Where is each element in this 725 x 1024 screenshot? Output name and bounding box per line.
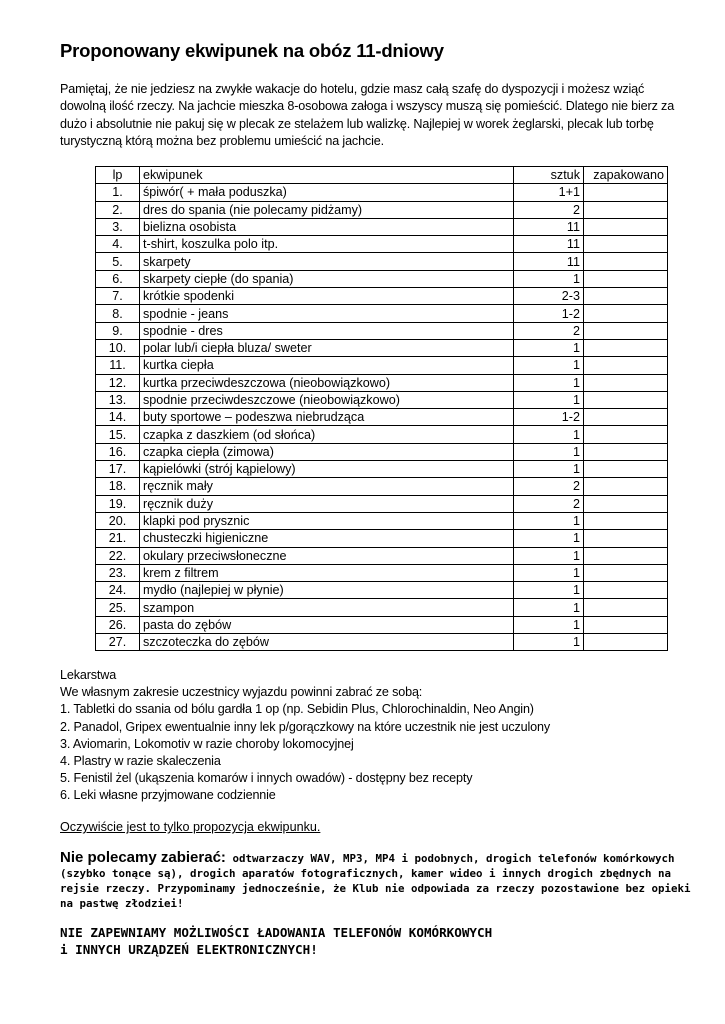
table-row	[96, 530, 668, 547]
charging-notice-line-1: NIE ZAPEWNIAMY MOŻLIWOŚCI ŁADOWANIA TELEFONÓW KOMÓRKOWYCH	[60, 925, 493, 940]
cell-lp: 19.	[96, 495, 140, 512]
cell-packed	[584, 564, 668, 581]
cell-equipment: kurtka ciepła	[140, 357, 514, 374]
header-packed: zapakowano	[584, 167, 668, 184]
cell-quantity: 1	[514, 339, 584, 356]
cell-equipment: chusteczki higieniczne	[140, 530, 514, 547]
cell-quantity: 2	[514, 201, 584, 218]
cell-packed	[584, 339, 668, 356]
cell-packed	[584, 201, 668, 218]
table-row	[96, 495, 668, 512]
medicine-item: 3. Aviomarin, Lokomotiv w razie choroby lokomocyjnej	[60, 736, 354, 751]
cell-lp: 16.	[96, 443, 140, 460]
cell-packed	[584, 322, 668, 339]
cell-packed	[584, 461, 668, 478]
medicine-item: 6. Leki własne przyjmowane codziennie	[60, 788, 276, 803]
cell-lp: 11.	[96, 357, 140, 374]
cell-packed	[584, 495, 668, 512]
table-row	[96, 409, 668, 426]
cell-lp: 2.	[96, 201, 140, 218]
cell-packed	[584, 634, 668, 651]
cell-packed	[584, 478, 668, 495]
cell-lp: 20.	[96, 512, 140, 529]
cell-packed	[584, 599, 668, 616]
charging-notice-line-2: i INNYCH URZĄDZEŃ ELEKTRONICZNYCH!	[60, 942, 318, 957]
table-row	[96, 564, 668, 581]
cell-lp: 26.	[96, 616, 140, 633]
cell-quantity: 1	[514, 564, 584, 581]
cell-lp: 5.	[96, 253, 140, 270]
cell-equipment: pasta do zębów	[140, 616, 514, 633]
warning-text: odtwarzaczy WAV, MP3, MP4 i podobnych, drogich telefonów komórkowych (szybko tonące są), drogich aparatów fotograficznych, kamer wideo i innych drogich zbędnych na rejsie rzeczy. Przypominamy jednocześnie, że Klub nie odpowiada za rzeczy pozostawione bez opieki na pastwę złodziei!	[60, 852, 691, 910]
equipment-table	[95, 166, 668, 651]
header-equipment: ekwipunek	[140, 167, 514, 184]
cell-lp: 4.	[96, 236, 140, 253]
cell-packed	[584, 391, 668, 408]
table-row	[96, 184, 668, 201]
cell-lp: 21.	[96, 530, 140, 547]
cell-quantity: 1+1	[514, 184, 584, 201]
cell-equipment: kurtka przeciwdeszczowa (nieobowiązkowo)	[140, 374, 514, 391]
table-row	[96, 236, 668, 253]
table-row	[96, 512, 668, 529]
table-row	[96, 322, 668, 339]
proposal-note: Oczywiście jest to tylko propozycja ekwipunku.	[60, 820, 321, 834]
table-row	[96, 357, 668, 374]
cell-lp: 7.	[96, 288, 140, 305]
cell-lp: 23.	[96, 564, 140, 581]
cell-equipment: czapka ciepła (zimowa)	[140, 443, 514, 460]
cell-quantity: 1	[514, 443, 584, 460]
cell-packed	[584, 616, 668, 633]
cell-equipment: mydło (najlepiej w płynie)	[140, 582, 514, 599]
cell-packed	[584, 288, 668, 305]
cell-equipment: ręcznik mały	[140, 478, 514, 495]
cell-lp: 8.	[96, 305, 140, 322]
cell-lp: 6.	[96, 270, 140, 287]
cell-equipment: skarpety	[140, 253, 514, 270]
cell-equipment: klapki pod prysznic	[140, 512, 514, 529]
table-row	[96, 426, 668, 443]
table-row	[96, 270, 668, 287]
cell-quantity: 2	[514, 478, 584, 495]
table-row	[96, 374, 668, 391]
cell-packed	[584, 218, 668, 235]
cell-packed	[584, 184, 668, 201]
table-row	[96, 443, 668, 460]
header-lp: lp	[96, 167, 140, 184]
warning-lead: Nie polecamy zabierać:	[60, 849, 226, 866]
cell-lp: 17.	[96, 461, 140, 478]
table-row	[96, 547, 668, 564]
cell-packed	[584, 426, 668, 443]
cell-lp: 15.	[96, 426, 140, 443]
cell-equipment: dres do spania (nie polecamy pidżamy)	[140, 201, 514, 218]
cell-equipment: t-shirt, koszulka polo itp.	[140, 236, 514, 253]
cell-quantity: 2	[514, 322, 584, 339]
table-row	[96, 391, 668, 408]
cell-packed	[584, 357, 668, 374]
cell-quantity: 1-2	[514, 409, 584, 426]
cell-quantity: 1	[514, 426, 584, 443]
cell-packed	[584, 512, 668, 529]
table-row	[96, 616, 668, 633]
cell-equipment: okulary przeciwsłoneczne	[140, 547, 514, 564]
cell-quantity: 11	[514, 236, 584, 253]
medicine-item: 2. Panadol, Gripex ewentualnie inny lek p/gorączkowy na które uczestnik nie jest uczulony	[60, 719, 550, 734]
table-row	[96, 201, 668, 218]
cell-lp: 24.	[96, 582, 140, 599]
cell-lp: 18.	[96, 478, 140, 495]
cell-lp: 27.	[96, 634, 140, 651]
cell-equipment: kąpielówki (strój kąpielowy)	[140, 461, 514, 478]
cell-equipment: skarpety ciepłe (do spania)	[140, 270, 514, 287]
cell-quantity: 1	[514, 634, 584, 651]
cell-quantity: 1	[514, 547, 584, 564]
medicines-section	[60, 667, 700, 805]
cell-packed	[584, 582, 668, 599]
cell-quantity: 1	[514, 391, 584, 408]
cell-equipment: spodnie - dres	[140, 322, 514, 339]
cell-quantity: 1	[514, 512, 584, 529]
cell-lp: 10.	[96, 339, 140, 356]
cell-lp: 25.	[96, 599, 140, 616]
cell-quantity: 2	[514, 495, 584, 512]
cell-equipment: ręcznik duży	[140, 495, 514, 512]
cell-quantity: 11	[514, 218, 584, 235]
cell-packed	[584, 253, 668, 270]
cell-equipment: śpiwór( + mała poduszka)	[140, 184, 514, 201]
cell-quantity: 1	[514, 582, 584, 599]
header-quantity: sztuk	[514, 167, 584, 184]
medicines-heading: Lekarstwa	[60, 668, 117, 682]
page-title: Proponowany ekwipunek na obóz 11-dniowy	[60, 40, 444, 61]
cell-equipment: czapka z daszkiem (od słońca)	[140, 426, 514, 443]
cell-equipment: polar lub/i ciepła bluza/ sweter	[140, 339, 514, 356]
cell-packed	[584, 236, 668, 253]
cell-quantity: 11	[514, 253, 584, 270]
cell-packed	[584, 547, 668, 564]
cell-packed	[584, 374, 668, 391]
cell-equipment: spodnie - jeans	[140, 305, 514, 322]
cell-lp: 14.	[96, 409, 140, 426]
cell-equipment: buty sportowe – podeszwa niebrudząca	[140, 409, 514, 426]
table-header-row	[96, 167, 668, 184]
cell-quantity: 1	[514, 270, 584, 287]
table-row	[96, 461, 668, 478]
cell-quantity: 1	[514, 374, 584, 391]
cell-quantity: 2-3	[514, 288, 584, 305]
table-row	[96, 305, 668, 322]
table-row	[96, 288, 668, 305]
cell-quantity: 1-2	[514, 305, 584, 322]
cell-equipment: spodnie przeciwdeszczowe (nieobowiązkowo)	[140, 391, 514, 408]
cell-equipment: szampon	[140, 599, 514, 616]
cell-lp: 13.	[96, 391, 140, 408]
cell-equipment: krem z filtrem	[140, 564, 514, 581]
cell-lp: 22.	[96, 547, 140, 564]
cell-quantity: 1	[514, 616, 584, 633]
medicines-intro: We własnym zakresie uczestnicy wyjazdu powinni zabrać ze sobą:	[60, 685, 423, 700]
cell-quantity: 1	[514, 530, 584, 547]
cell-packed	[584, 409, 668, 426]
cell-packed	[584, 305, 668, 322]
medicine-item: 1. Tabletki do ssania od bólu gardła 1 op (np. Sebidin Plus, Chlorochinaldin, Neo Angin)	[60, 702, 534, 717]
cell-quantity: 1	[514, 599, 584, 616]
cell-packed	[584, 443, 668, 460]
charging-notice	[60, 924, 710, 958]
table-row	[96, 478, 668, 495]
table-row	[96, 218, 668, 235]
cell-quantity: 1	[514, 357, 584, 374]
table-row	[96, 582, 668, 599]
warning-paragraph	[60, 850, 710, 911]
cell-packed	[584, 270, 668, 287]
cell-lp: 3.	[96, 218, 140, 235]
table-row	[96, 339, 668, 356]
cell-packed	[584, 530, 668, 547]
cell-lp: 9.	[96, 322, 140, 339]
cell-lp: 1.	[96, 184, 140, 201]
table-row	[96, 634, 668, 651]
medicine-item: 4. Plastry w razie skaleczenia	[60, 754, 221, 769]
table-row	[96, 253, 668, 270]
cell-equipment: bielizna osobista	[140, 218, 514, 235]
medicine-item: 5. Fenistil żel (ukąszenia komarów i innych owadów) - dostępny bez recepty	[60, 771, 473, 786]
intro-paragraph: Pamiętaj, że nie jedziesz na zwykłe wakacje do hotelu, gdzie masz całą szafę do dyspozycji i możesz wziąć dowolną ilość rzeczy. Na jachcie mieszka 8-osobowa załoga i wszyscy muszą się pomieścić. Dlatego nie bierz za dużo i absolutnie nie pakuj się w plecak ze stelażem lub walizkę. Najlepiej w worek żeglarski, plecak lub torbę turystyczną którą można bez problemu umieścić na jachcie.	[60, 82, 675, 149]
cell-equipment: krótkie spodenki	[140, 288, 514, 305]
cell-quantity: 1	[514, 461, 584, 478]
cell-equipment: szczoteczka do zębów	[140, 634, 514, 651]
cell-lp: 12.	[96, 374, 140, 391]
table-row	[96, 599, 668, 616]
